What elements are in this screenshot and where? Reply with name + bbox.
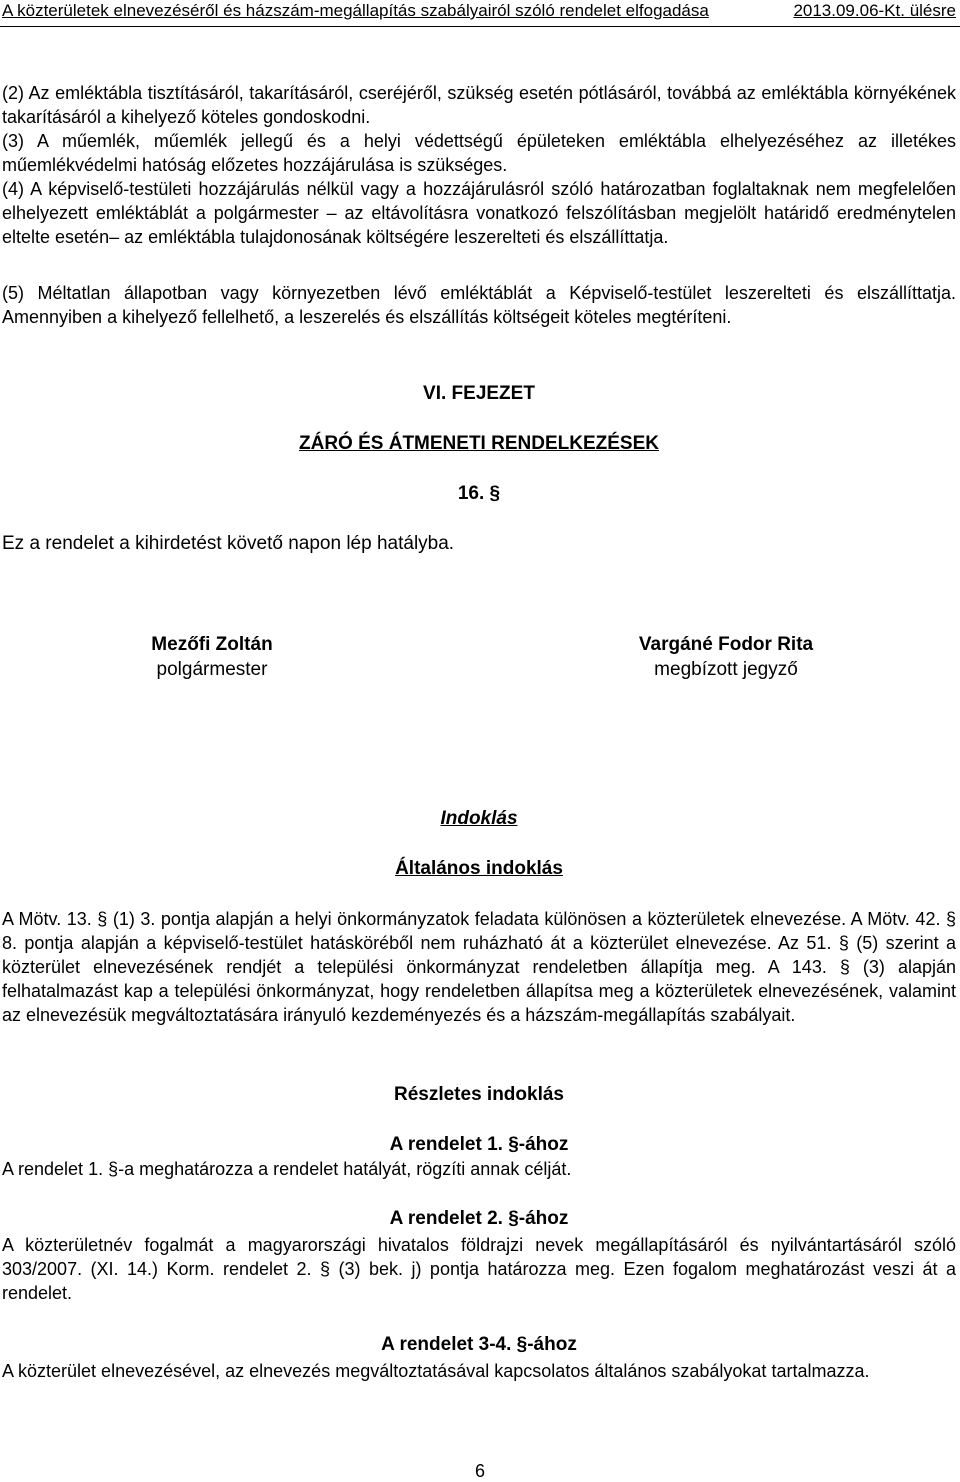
detailed-justification-title: Részletes indoklás — [393, 1084, 565, 1105]
section-3-4-title: A rendelet 3-4. §-ához — [381, 1334, 577, 1355]
mayor-name: Mezőfi Zoltán — [151, 634, 273, 655]
section-1-text: A rendelet 1. §-a meghatározza a rendelet hatályát, rögzíti annak célját. — [2, 1159, 572, 1179]
section-2-text: A közterületnév fogalmát a magyarországi hivatalos földrajzi nevek megállapításáról és nyilvántartásáról szóló 303/2007. (XI. 14.) Korm. rendelet 2. § (3) bek. j) pontja határozza meg. Ezen fogalom meghatározást veszi át a rendelet. — [2, 1235, 956, 1303]
paragraph-2: (2) Az emléktábla tisztításáról, takarításáról, cseréjéről, szükség esetén pótlásáról, továbbá az emléktábla környékének takarításáról a kihelyező köteles gondoskodni. — [2, 83, 956, 127]
mayor-role: polgármester — [156, 659, 268, 680]
header-title: A közterületek elnevezéséről és házszám-megállapítás szabályairól szóló rendelet elfogadása — [2, 1, 709, 20]
page-header — [0, 0, 960, 27]
header-date: 2013.09.06-Kt. ülésre — [793, 1, 956, 20]
section-3-4-text: A közterület elnevezésével, az elnevezés megváltoztatásával kapcsolatos általános szabályokat tartalmazza. — [2, 1361, 870, 1381]
section-2-title: A rendelet 2. §-ához — [389, 1208, 569, 1229]
page-number: 6 — [474, 1461, 485, 1481]
section-1-title: A rendelet 1. §-ához — [389, 1134, 569, 1155]
paragraph-4: (4) A képviselő-testületi hozzájárulás nélkül vagy a hozzájárulásról szóló határozatban foglaltaknak nem megfelelően elhelyezett emléktáblát a polgármester – az eltávolításra vonatkozó felszólításban megjelölt határidő eredménytelen eltelte esetén– az emléktábla tulajdonosának költségére leszerelteti és elszállíttatja. — [2, 179, 956, 247]
paragraph-5: (5) Méltatlan állapotban vagy környezetben lévő emléktáblát a Képviselő-testület leszerelteti és elszállíttatja. Amennyiben a kihelyező fellelhető, a leszerelés és elszállítás költségeit köteles megtéríteni. — [2, 283, 956, 327]
general-justification-title: Általános indoklás — [395, 858, 563, 879]
notary-role: megbízott jegyző — [654, 659, 798, 680]
chapter-number: VI. FEJEZET — [423, 383, 535, 404]
chapter-title: ZÁRÓ ÉS ÁTMENETI RENDELKEZÉSEK — [299, 433, 659, 454]
notary-name: Vargáné Fodor Rita — [638, 634, 814, 655]
paragraph-3: (3) A műemlék, műemlék jellegű és a helyi védettségű épületeken emléktábla elhelyezéséhez az illetékes műemlékvédelmi hatóság előzetes hozzájárulása is szükséges. — [2, 131, 956, 175]
indoklas-title: Indoklás — [440, 808, 518, 829]
section-number: 16. § — [457, 483, 501, 504]
general-justification-text: A Mötv. 13. § (1) 3. pontja alapján a helyi önkormányzatok feladata különösen a közterületek elnevezése. A Mötv. 42. § 8. pontja alapján a képviselő-testület hatásköréből nem ruházható át a közterület elnevezése. Az 51. § (5) szerint a közterület elnevezésének rendjét a települési önkormányzat rendeletben állapítja meg. A 143. § (3) alapján felhatalmazást kap a települési önkormányzat, hogy rendeletben állapítsa meg a közterületek elnevezésének, valamint az elnevezésük megváltoztatására irányuló kezdeményezés és a házszám-megállapítás szabályait. — [2, 909, 956, 1025]
signature-notary — [576, 632, 876, 682]
effective-date-text: Ez a rendelet a kihirdetést követő napon lép hatályba. — [2, 533, 455, 554]
signature-mayor — [62, 632, 362, 682]
